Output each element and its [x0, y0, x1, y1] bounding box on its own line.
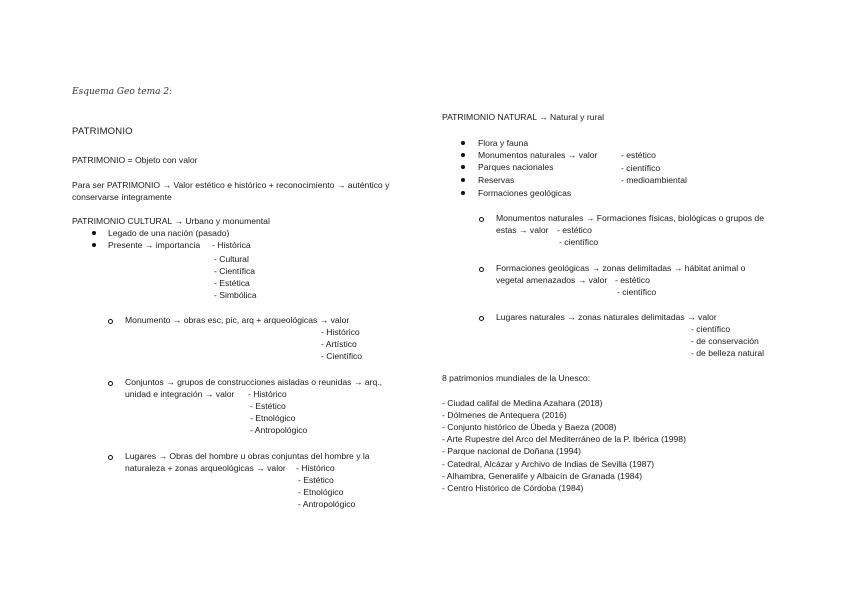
monumentos-value: - científico [559, 237, 599, 247]
bullet-icon [461, 178, 465, 182]
cultural-title: PATRIMONIO CULTURAL → Urbano y monumental [72, 216, 270, 226]
unesco-item: - Dólmenes de Antequera (2016) [442, 410, 567, 420]
requirements-line-1: Para ser PATRIMONIO → Valor estético e histórico + reconocimiento → auténtico y [72, 180, 390, 190]
natural-bullet: Parques nacionales [478, 162, 554, 172]
conjuntos-value: - Histórico [248, 389, 287, 399]
lugares-value: - Etnológico [298, 487, 344, 497]
legado-item: Legado de una nación (pasado) [108, 228, 230, 238]
natural-bullet-value: - científico [621, 163, 661, 173]
conjuntos-line-2: unidad e integración → valor [125, 389, 235, 399]
monumentos-value: - estético [557, 225, 592, 235]
natural-bullet: Flora y fauna [478, 138, 529, 148]
unesco-item: - Alhambra, Generalife y Albaicín de Granada (1984) [442, 471, 643, 481]
sub-bullet-icon [479, 316, 484, 321]
patrimonio-heading: PATRIMONIO [72, 126, 133, 137]
lugares-value: - Antropológico [298, 499, 356, 509]
document-title: Esquema Geo tema 2: [72, 87, 173, 97]
bullet-icon [92, 243, 96, 247]
natural-bullet: Formaciones geológicas [478, 188, 572, 198]
sub-bullet-icon [108, 455, 113, 460]
sub-bullet-icon [479, 267, 484, 272]
monumento-value: - Artístico [321, 339, 357, 349]
unesco-item: - Conjunto histórico de Úbeda y Baeza (2008) [442, 422, 617, 432]
presente-value: - Histórica [212, 240, 251, 250]
formaciones-value: - científico [617, 287, 657, 297]
unesco-title: 8 patrimonios mundiales de la Unesco: [442, 373, 591, 383]
monumentos-line-1: Monumentos naturales → Formaciones físicas, biológicas o grupos de [496, 213, 764, 223]
sub-bullet-icon [479, 217, 484, 222]
bullet-icon [461, 153, 465, 157]
natural-bullet: Reservas [478, 175, 515, 185]
bullet-icon [461, 191, 465, 195]
monumento-item: Monumento → obras esc, pic, arq + arqueológicas → valor [125, 315, 350, 325]
lugares-line-1: Lugares → Obras del hombre u obras conjuntas del hombre y la [125, 451, 370, 461]
bullet-icon [461, 165, 465, 169]
conjuntos-line-1: Conjuntos → grupos de construcciones aisladas o reunidas → arq., [125, 377, 382, 387]
unesco-item: - Catedral, Alcázar y Archivo de Indias de Sevilla (1987) [442, 459, 655, 469]
monumentos-line-2: estas → valor [496, 225, 549, 235]
unesco-item: - Parque nacional de Doñana (1994) [442, 446, 582, 456]
requirements-line-2: conservarse íntegramente [72, 192, 172, 202]
unesco-item: - Arte Rupestre del Arco del Mediterráneo de la P. Ibérica (1998) [442, 434, 686, 444]
presente-value: - Cultural [214, 254, 249, 264]
lugares-value: - Histórico [296, 463, 335, 473]
lugares-naturales-value: - de conservación [691, 336, 759, 346]
formaciones-line-2: vegetal amenazados → valor [496, 275, 608, 285]
lugares-naturales-item: Lugares naturales → zonas naturales delimitadas → valor [496, 312, 717, 322]
natural-title: PATRIMONIO NATURAL → Natural y rural [442, 112, 605, 122]
natural-bullet-value: - estético [621, 150, 656, 160]
formaciones-value: - estético [615, 275, 650, 285]
natural-bullet: Monumentos naturales → valor [478, 150, 598, 160]
monumento-value: - Histórico [321, 327, 360, 337]
presente-value: - Simbólica [214, 290, 257, 300]
sub-bullet-icon [108, 319, 113, 324]
presente-value: - Científica [214, 266, 256, 276]
monumento-value: - Científico [321, 351, 363, 361]
presente-value: - Estética [214, 278, 250, 288]
unesco-item: - Ciudad califal de Medina Azahara (2018) [442, 398, 603, 408]
lugares-line-2: naturaleza + zonas arqueológicas → valor [125, 463, 286, 473]
patrimonio-definition: PATRIMONIO = Objeto con valor [72, 155, 198, 165]
unesco-item: - Centro Histórico de Córdoba (1984) [442, 483, 584, 493]
conjuntos-value: - Antropológico [250, 425, 308, 435]
conjuntos-value: - Estético [250, 401, 286, 411]
presente-item: Presente → importancia [108, 240, 201, 250]
bullet-icon [461, 141, 465, 145]
natural-bullet-value: - medioambiental [621, 175, 687, 185]
conjuntos-value: - Etnológico [250, 413, 296, 423]
lugares-naturales-value: - científico [691, 324, 731, 334]
lugares-naturales-value: - de belleza natural [691, 348, 765, 358]
formaciones-line-1: Formaciones geológicas → zonas delimitadas → hábitat animal o [496, 263, 746, 273]
lugares-value: - Estético [298, 475, 334, 485]
bullet-icon [92, 231, 96, 235]
sub-bullet-icon [108, 381, 113, 386]
